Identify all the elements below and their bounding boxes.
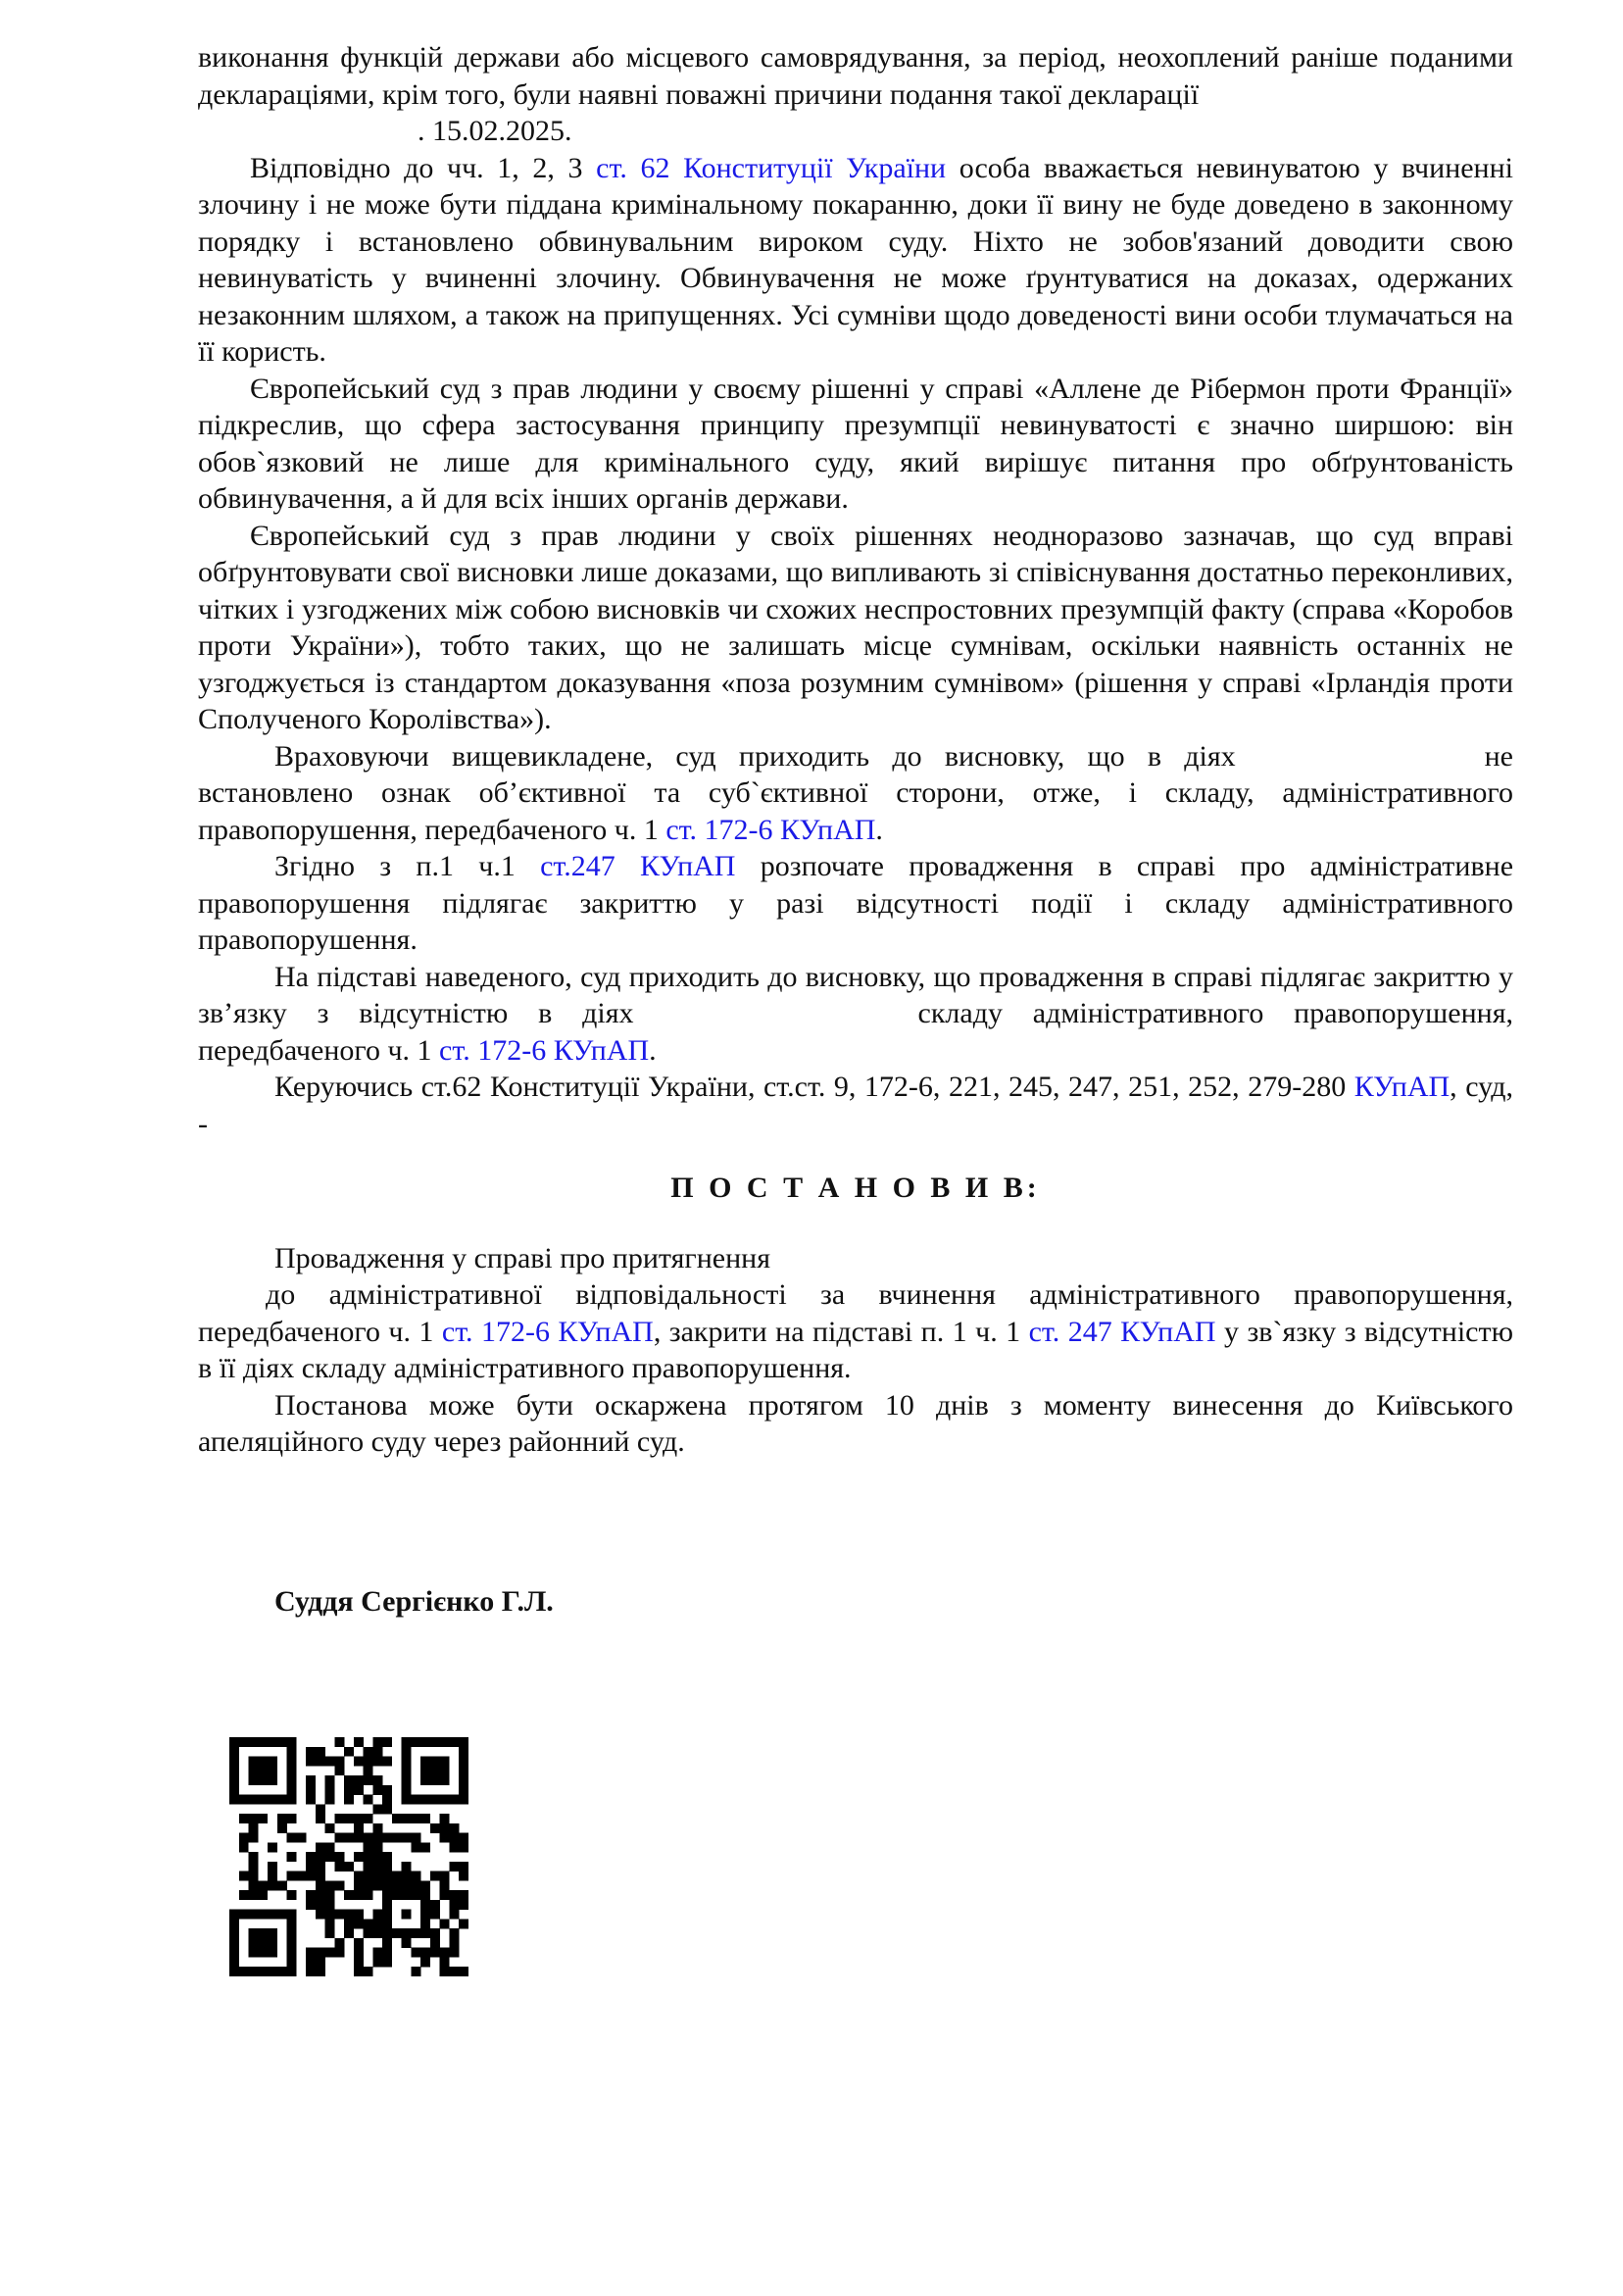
text-fragment: Керуючись ст.62 Конституції України, ст.ст. 9, 172-6, 221, 245, 247, 251, 252, 279-280 xyxy=(274,1071,1354,1103)
text-fragment: Згідно з п.1 ч.1 xyxy=(274,850,541,882)
paragraph-closure-basis xyxy=(198,959,1513,1070)
link-kupap-172-6[interactable]: ст. 172-6 КУпАП xyxy=(441,1315,654,1348)
judge-signature: Суддя Сергієнко Г.Л. xyxy=(274,1584,554,1618)
text-fragment: , закрити на підставі п. 1 ч. 1 xyxy=(653,1315,1029,1348)
text-fragment: до адміністративної відповідальності за вчинення адміністративного правопорушення, передбаченого ч. 1 xyxy=(198,1278,1513,1348)
resolution-heading: П О С Т А Н О В И В: xyxy=(670,1172,1041,1204)
declaration-date: . 15.02.2025. xyxy=(418,115,572,147)
paragraph-art247 xyxy=(198,848,1513,959)
text-fragment: особа вважається невинуватою у вчиненні злочину і не може бути піддана кримінальному покаранню, доки її вину не буде доведено в законному порядку і встановлено обвинувальним вироком суду. Ніхто не зобов'язаний доводити свою невинуватість у вчиненні злочину. Обвинувачення не може ґрунтуватися на доказах, одержаних незаконним шляхом, а також на припущеннях. Усі сумніви щодо доведеності вини особи тлумачаться на її користь. xyxy=(198,151,1514,368)
text-fragment: На підставі наведеного, суд приходить до висновку, що провадження в справі підлягає закриттю у зв’язку з відсутністю в діях xyxy=(198,960,1513,1029)
text-fragment: складу адміністративного правопорушення, передбаченого ч. 1 xyxy=(198,997,1513,1067)
text-fragment: Провадження у справі про притягнення xyxy=(274,1241,771,1274)
link-kupap-247[interactable]: ст.247 КУпАП xyxy=(540,850,736,882)
text-fragment: розпочате провадження в справі про адміністративне правопорушення підлягає закриттю у разі відсутності події і складу адміністративного правопорушення. xyxy=(198,850,1514,956)
paragraph-presumption xyxy=(198,150,1513,371)
text-fragment: не встановлено ознак об’єктивної та суб`єктивної сторони, отже, і складу, адміністративного правопорушення, передбаченого ч. 1 xyxy=(198,739,1513,846)
text-fragment: Враховуючи вищевикладене, суд приходить до висновку, що в діях xyxy=(274,739,1236,773)
text-fragment: Відповідно до чч. 1, 2, 3 xyxy=(250,151,597,184)
link-kupap-172-6[interactable]: ст. 172-6 КУпАП xyxy=(665,813,876,846)
text-fragment: . xyxy=(649,1033,657,1067)
paragraph-guided-by xyxy=(198,1069,1513,1142)
link-kupap[interactable]: КУпАП xyxy=(1353,1071,1451,1103)
link-constitution-art62[interactable]: ст. 62 Конституції України xyxy=(596,151,947,184)
document-body xyxy=(198,39,1513,1649)
paragraph-echr-allenet: Європейський суд з прав людини у своєму рішенні у справі «Аллене де Рібермон проти Франції» підкреслив, що сфера застосування принципу презумпції невинуватості є значно ширшою: він обов`язковий не лише для кримінального суду, який вирішує питання про обґрунтованість обвинувачення, а й для всіх інших органів держави. xyxy=(198,372,1513,515)
declaration-text: виконання функцій держави або місцевого самоврядування, за період, неохоплений раніше поданими деклараціями, крім того, були наявні поважні причини подання такої декларації xyxy=(198,41,1513,111)
paragraph-conclusion xyxy=(198,738,1513,849)
paragraph-echr-korobov: Європейський суд з прав людини у своїх рішеннях неодноразово зазначав, що суд вправі обґрунтовувати свої висновки лише доказами, що випливають зі співіснування достатньо переконливих, чітких і узгоджених між собою висновків чи схожих неспростовних презумпцій факту (справа «Коробов проти України»), тобто таких, що не залишать місце сумнівам, оскільки наявність останніх не узгоджується із стандартом доказування «поза розумним сумнівом» (рішення у справі «Ірландія проти Сполученого Королівства»). xyxy=(198,519,1513,735)
text-fragment: . xyxy=(875,813,883,846)
qr-code-icon xyxy=(229,1737,468,1976)
text-fragment: у зв`язку з відсутністю в її діях складу адміністративного правопорушення. xyxy=(198,1315,1514,1384)
resolution-closure xyxy=(198,1240,1513,1387)
text-fragment: , суд, - xyxy=(198,1071,1513,1140)
link-kupap-247[interactable]: ст. 247 КУпАП xyxy=(1028,1315,1216,1348)
link-kupap-172-6[interactable]: ст. 172-6 КУпАП xyxy=(439,1033,650,1067)
paragraph-declaration xyxy=(198,39,1513,150)
resolution-appeal: Постанова може бути оскаржена протягом 10 днів з моменту винесення до Київського апеляційного суду через районний суд. xyxy=(198,1388,1513,1458)
